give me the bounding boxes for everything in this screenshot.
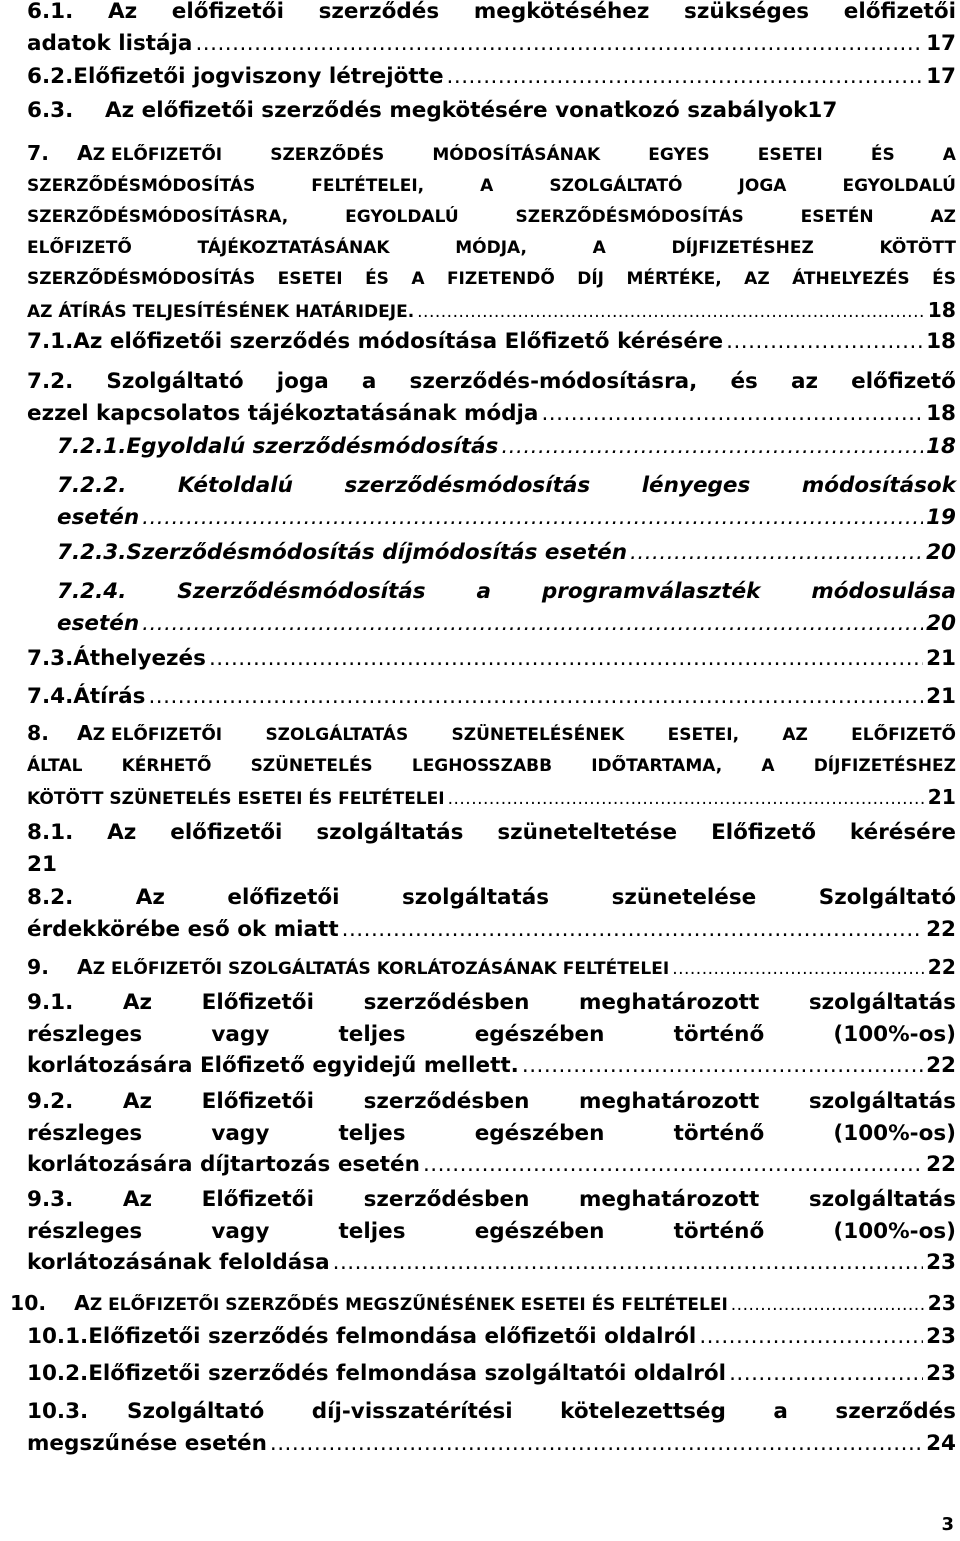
toc-entry-title: AZ ÁTÍRÁS TELJESÍTÉSÉNEK HATÁRIDEJE.: [27, 302, 415, 322]
toc-entry-number: 6.2.: [27, 64, 74, 89]
toc-page-number: 20: [926, 610, 956, 636]
toc-entry-title: esetén: [57, 504, 140, 530]
toc-entry-number: 10.: [10, 1291, 47, 1315]
toc-entry-title: korlátozására Előfizető egyidejű mellett.: [27, 1053, 519, 1078]
toc-entry-title: ezzel kapcsolatos tájékoztatásának módja: [27, 400, 539, 426]
dot-leader: [148, 681, 923, 713]
toc-page-number: 18: [926, 400, 956, 426]
dot-leader: [342, 914, 923, 946]
toc-page-number: 24: [926, 1430, 956, 1456]
toc-entry-title: adatok listája: [27, 30, 193, 56]
toc-page-number: 18: [926, 434, 956, 459]
drop-capital: A: [76, 721, 93, 745]
toc-entry-number: 10.2.: [27, 1361, 89, 1386]
drop-capital: A: [76, 141, 93, 165]
toc-entry-9-3[interactable]: 9.3. Az Előfizetői szerződésben meghatározott szolgáltatás részleges vagy teljes egészében történő (100%-os) korlátozásának feloldása ..... 23: [27, 1184, 956, 1279]
toc-entry-title: korlátozására díjtartozás esetén: [27, 1152, 420, 1177]
drop-capital: A: [74, 1291, 90, 1315]
toc-page-number: 23: [927, 1291, 956, 1315]
dot-leader: [417, 297, 924, 328]
toc-page-number: 18: [927, 298, 956, 322]
toc-page-number: 21: [927, 785, 956, 809]
toc-entry-7-2-3[interactable]: [57, 537, 956, 569]
dot-leader: [541, 398, 923, 430]
toc-entry-9[interactable]: [27, 952, 956, 985]
toc-entry-title: Az előfizetői szerződés megkötésére vonatkozó szabályok: [105, 98, 808, 123]
toc-entry-title: Z ELŐFIZETŐI SZERZŐDÉS MEGSZŰNÉSÉNEK ESETEI ÉS FELTÉTELEI: [89, 1295, 728, 1315]
dot-leader: [142, 608, 923, 640]
dot-leader: [423, 1149, 923, 1181]
toc-entry-title: megszűnése esetén: [27, 1430, 267, 1456]
toc-entry-10-1[interactable]: [27, 1321, 956, 1353]
dot-leader: [142, 502, 923, 534]
dot-leader: [447, 61, 924, 93]
toc-entry-9-1[interactable]: 9.1. Az Előfizetői szerződésben meghatározott szolgáltatás részleges vagy teljes egészében történő (100%-os) korlátozására Előfizető egyidejű mellett. ..... 22: [27, 987, 956, 1082]
dot-leader: [729, 1358, 923, 1390]
dot-leader: [630, 537, 923, 569]
toc-entry-7-1[interactable]: [27, 326, 956, 358]
toc-entry-7-2-1[interactable]: [57, 431, 956, 463]
toc-entry-title: Z ELŐFIZETŐI SZOLGÁLTATÁS KORLÁTOZÁSÁNAK FELTÉTELEI: [92, 959, 670, 979]
toc-entry-number: 7.1.: [27, 329, 74, 354]
toc-page-number: 17: [807, 98, 838, 123]
toc-entry-title: KÖTÖTT SZÜNETELÉS ESETEI ÉS FELTÉTELEI: [27, 789, 445, 809]
toc-entry-title: korlátozásának feloldása: [27, 1250, 330, 1275]
toc-entry-9-2[interactable]: 9.2. Az Előfizetői szerződésben meghatározott szolgáltatás részleges vagy teljes egészében történő (100%-os) korlátozására díjtartozás esetén ..... 22: [27, 1086, 956, 1181]
toc-page-number: 23: [926, 1250, 956, 1275]
toc-page-number: 17: [926, 30, 956, 56]
toc-entry-7-2[interactable]: 7.2. Szolgáltató joga a szerződés-módosításra, és az előfizető ezzel kapcsolatos tájékoztatásának módja ..... 18: [27, 366, 956, 429]
toc-entry-number: 8.: [27, 721, 49, 745]
toc-entry-7-4[interactable]: [27, 681, 956, 713]
dot-leader: [333, 1247, 923, 1279]
toc-entry-8[interactable]: 8. AZ ELŐFIZETŐI SZOLGÁLTATÁS SZÜNETELÉSÉNEK ESETEI, AZ ELŐFIZETŐ ÁLTAL KÉRHETŐ SZÜNETELÉS LEGHOSSZABB IDŐTARTAMA, A DÍJFIZETÉSHEZ KÖTÖTT SZÜNETELÉS ESETEI ÉS FELTÉTELEI ..... 21: [27, 718, 956, 815]
toc-entry-title: Áthelyezés: [73, 646, 206, 671]
toc-entry-title: esetén: [57, 610, 140, 636]
toc-entry-number: 6.3.: [27, 98, 74, 123]
toc-entry-6-1[interactable]: 6.1. Az előfizetői szerződés megkötéséhez szükséges előfizetői adatok listája ..... 17: [27, 0, 956, 59]
toc-entry-10[interactable]: [10, 1288, 956, 1321]
dot-leader: [195, 28, 923, 60]
toc-page-number: 18: [926, 329, 956, 354]
toc-entry-number: 7.4.: [27, 684, 74, 709]
toc-entry-7-3[interactable]: [27, 643, 956, 675]
toc-page-number: 21: [926, 684, 956, 709]
toc-page-number: 17: [926, 64, 956, 89]
toc-entry-title: érdekkörébe eső ok miatt: [27, 916, 339, 942]
toc-entry-10-3[interactable]: 10.3. Szolgáltató díj-visszatérítési kötelezettség a szerződés megszűnése esetén ..... 24: [27, 1396, 956, 1459]
dot-leader: [731, 1290, 925, 1321]
toc-entry-title: Előfizetői szerződés felmondása előfizetői oldalról: [88, 1324, 697, 1349]
dot-leader: [448, 784, 925, 815]
toc-entry-number: 7.: [27, 141, 49, 165]
toc-entry-7-2-2[interactable]: 7.2.2. Kétoldalú szerződésmódosítás lényeges módosítások esetén ..... 19: [57, 470, 956, 533]
dot-leader: [209, 643, 923, 675]
toc-page-number: 21: [926, 646, 956, 671]
toc-entry-8-2[interactable]: 8.2. Az előfizetői szolgáltatás szünetelése Szolgáltató érdekkörébe eső ok miatt ..... 22: [27, 882, 956, 945]
toc-page-number: 20: [926, 540, 956, 565]
toc-entry-number: 7.2.1.: [57, 434, 127, 459]
toc-entry-number: 9.: [27, 955, 49, 979]
dot-leader: [501, 431, 923, 463]
toc-entry-title: Egyoldalú szerződésmódosítás: [126, 434, 499, 459]
toc-page-number: 23: [926, 1324, 956, 1349]
toc-page-number: 22: [927, 955, 956, 979]
dot-leader: [699, 1321, 923, 1353]
toc-entry-title: Előfizetői jogviszony létrejötte: [73, 64, 444, 89]
toc-entry-number: 7.2.3.: [57, 540, 127, 565]
toc-entry-number: 7.3.: [27, 646, 74, 671]
toc-page-number: 22: [926, 916, 956, 942]
toc-entry-title: Szerződésmódosítás díjmódosítás esetén: [126, 540, 628, 565]
toc-page-number: 22: [926, 1053, 956, 1078]
toc-entry-6-3[interactable]: [27, 95, 956, 127]
dot-leader: [270, 1428, 923, 1460]
page-number: 3: [941, 1514, 954, 1535]
toc-page-number: 21: [27, 851, 57, 877]
toc-entry-7[interactable]: 7. AZ ELŐFIZETŐI SZERZŐDÉS MÓDOSÍTÁSÁNAK EGYES ESETEI ÉS A SZERZŐDÉSMÓDOSÍTÁS FELTÉTELEI, A SZOLGÁLTATÓ JOGA EGYOLDALÚ SZERZŐDÉSMÓDOSÍTÁSRA, EGYOLDALÚ SZERZŐDÉSMÓDOSÍTÁS ESETÉN AZ ELŐFIZETŐ TÁJÉKOZTATÁSÁNAK MÓDJA, A DÍJFIZETÉSHEZ KÖTÖTT SZERZŐDÉSMÓDOSÍTÁS ESETEI ÉS A FIZETENDŐ DÍJ MÉRTÉKE, AZ ÁTHELYEZÉS ÉS AZ ÁTÍRÁS TELJESÍTÉSÉNEK HATÁRIDEJE. ..... 18: [27, 138, 956, 328]
toc-entry-7-2-4[interactable]: 7.2.4. Szerződésmódosítás a programválaszték módosulása esetén ..... 20: [57, 576, 956, 639]
toc-entry-title: Átírás: [73, 684, 146, 709]
toc-entry-title: Előfizetői szerződés felmondása szolgáltatói oldalról: [88, 1361, 727, 1386]
dot-leader: [726, 326, 923, 358]
toc-entry-number: 10.1.: [27, 1324, 89, 1349]
drop-capital: A: [76, 955, 93, 979]
toc-page-number: 22: [926, 1152, 956, 1177]
dot-leader: [522, 1050, 923, 1082]
toc-page-number: 23: [926, 1361, 956, 1386]
toc-entry-6-2[interactable]: [27, 61, 956, 93]
toc-entry-10-2[interactable]: [27, 1358, 956, 1390]
toc-entry-title: Az előfizetői szerződés módosítása Előfizető kérésére: [73, 329, 724, 354]
dot-leader: [672, 954, 924, 985]
toc-page-number: 19: [926, 504, 956, 530]
toc-entry-8-1[interactable]: 8.1. Az előfizetői szolgáltatás szüneteltetése Előfizető kérésére 21: [27, 817, 956, 880]
